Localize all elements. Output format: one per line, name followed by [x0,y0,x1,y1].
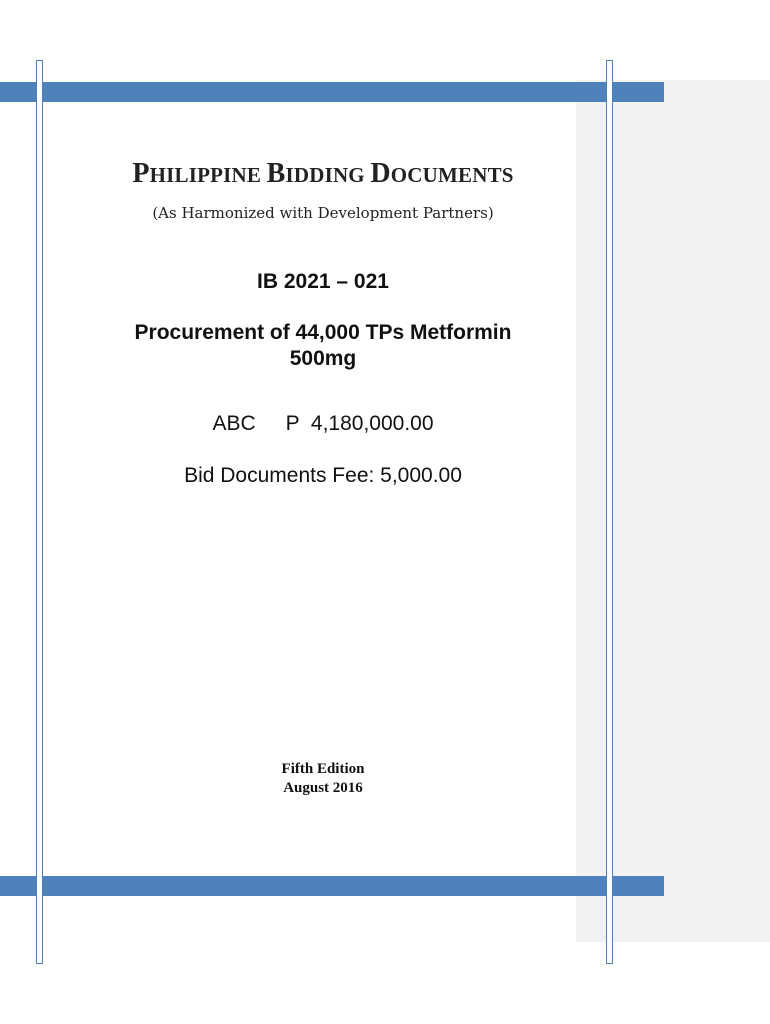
bid-documents-fee: Bid Documents Fee: 5,000.00 [184,464,462,487]
edition-block [40,760,606,798]
edition-label: Fifth Edition [281,761,365,777]
title-word-1: HILIPPINE [149,163,262,187]
bottom-border-band [0,876,664,896]
title-cap-1: P [132,158,150,189]
procurement-line-2: 500mg [289,347,357,370]
procurement-title [40,320,606,372]
title-cap-3: D [370,158,391,189]
procurement-line-1: Procurement of 44,000 TPs Metformin [134,321,512,344]
title-word-2: IDDING [285,163,365,187]
left-vertical-rule [36,60,43,964]
abc-label: ABC [212,412,256,435]
title-cap-2: B [266,158,286,189]
subtitle: (As Harmonized with Development Partners) [152,204,494,222]
document-title [40,158,606,190]
right-vertical-rule [606,60,613,964]
top-border-band [0,82,664,102]
ib-number: IB 2021 – 021 [257,270,389,293]
abc-value: P 4,180,000.00 [285,412,434,435]
abc-line [40,412,606,436]
edition-date: August 2016 [283,780,363,796]
title-word-3: OCUMENTS [390,163,514,187]
